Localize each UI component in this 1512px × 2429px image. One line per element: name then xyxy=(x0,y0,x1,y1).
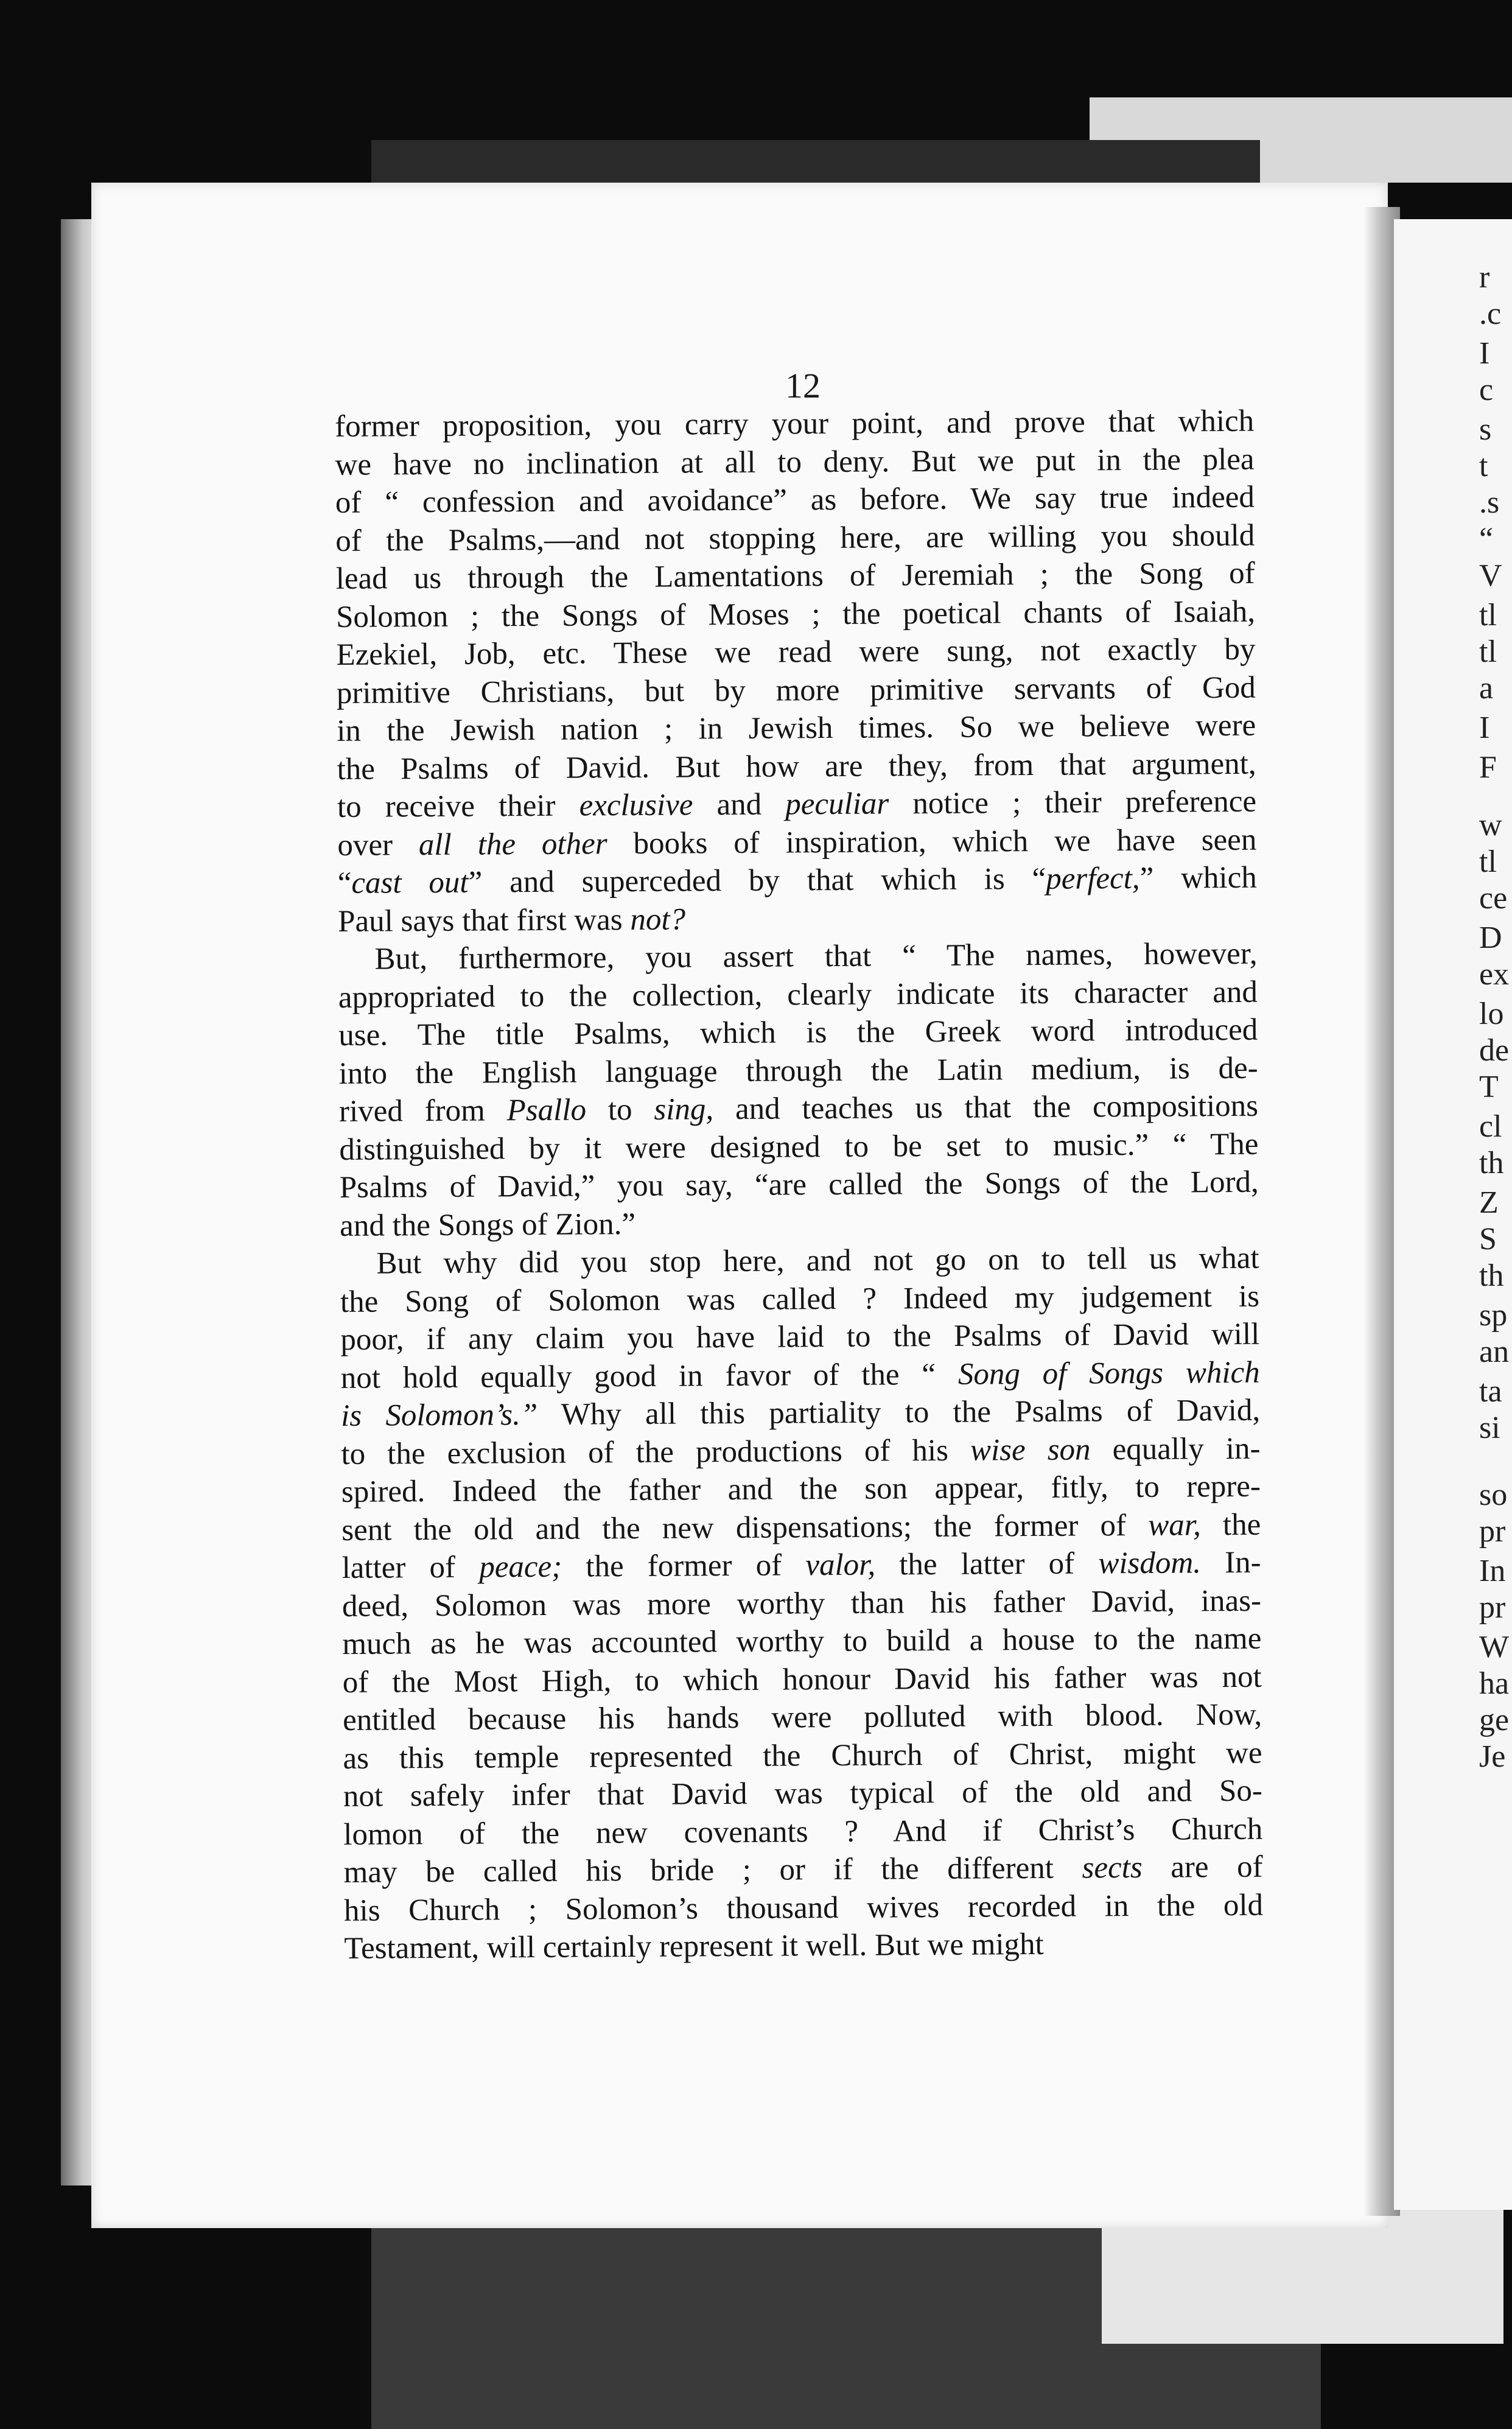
text-line xyxy=(341,1392,1260,1435)
italic-text: not? xyxy=(630,902,686,937)
text-segment: primitive Christians, but by more primitive servants of God xyxy=(336,670,1256,710)
italic-text: wisdom. xyxy=(1098,1546,1202,1581)
facing-page-text: F xyxy=(1479,750,1497,785)
text-segment: to xyxy=(586,1092,654,1127)
text-segment: deed, Solomon was more worthy than his father David, inas- xyxy=(341,1583,1262,1624)
text-line xyxy=(339,1087,1258,1131)
italic-text: Song of Songs which xyxy=(957,1355,1260,1392)
italic-text: Psallo xyxy=(506,1093,587,1128)
paragraph xyxy=(338,935,1259,1245)
text-segment: notice ; their preference xyxy=(889,784,1257,821)
text-segment: Paul says that first was xyxy=(337,902,631,939)
text-segment: Psalms of David,” you say, “are called the Songs of the Lord, xyxy=(339,1165,1259,1205)
text-line xyxy=(337,745,1256,788)
italic-text: exclusive xyxy=(579,788,693,823)
text-line xyxy=(343,1772,1262,1816)
facing-page-text: sp xyxy=(1479,1298,1508,1333)
text-line xyxy=(340,1239,1259,1283)
text-line xyxy=(338,1049,1258,1093)
text-segment: sent the old and the new dispensations; the former of xyxy=(341,1508,1149,1547)
text-segment: lomon of the new covenants ? And if Christ’s Church xyxy=(343,1812,1263,1852)
facing-page-text: I xyxy=(1479,336,1490,371)
text-line xyxy=(341,1429,1260,1473)
text-segment: Testament, will certainly represent it well. But we might xyxy=(344,1927,1044,1966)
facing-page-text: pr xyxy=(1479,1514,1506,1549)
body-text xyxy=(335,402,1264,1968)
facing-page-text: de xyxy=(1479,1033,1510,1068)
facing-page-text: ge xyxy=(1479,1703,1510,1737)
text-line xyxy=(343,1696,1262,1740)
text-line xyxy=(341,1544,1261,1588)
text-segment: poor, if any claim you have laid to the Psalms of David will xyxy=(340,1317,1260,1357)
text-segment: as this temple represented the Church of Christ, might we xyxy=(343,1736,1262,1776)
facing-page-text: r xyxy=(1479,260,1490,295)
text-segment: not hold equally good in favor of the “ xyxy=(340,1357,959,1395)
text-segment: In- xyxy=(1200,1545,1261,1580)
text-segment: and xyxy=(693,787,786,822)
text-line xyxy=(339,1125,1258,1169)
text-segment: over xyxy=(337,827,419,863)
text-segment: ” which xyxy=(1139,860,1257,896)
text-line xyxy=(342,1582,1261,1625)
text-segment: Ezekiel, Job, etc. These we read were sung, not exactly by xyxy=(336,632,1256,672)
facing-page-text: D xyxy=(1479,920,1502,955)
text-line xyxy=(343,1658,1262,1702)
facing-page-text: si xyxy=(1479,1411,1500,1445)
text-segment: books of inspiration, which we have seen xyxy=(607,822,1257,861)
text-segment: But why did you stop here, and not go on to tell us what xyxy=(376,1241,1259,1281)
facing-page-text: tl xyxy=(1479,598,1497,633)
paragraph xyxy=(340,1239,1263,1968)
text-segment: rived from xyxy=(338,1093,507,1129)
text-line xyxy=(340,1163,1259,1207)
text-segment: of “ confession and avoidance” as before. We say true indeed xyxy=(335,480,1255,520)
facing-page-text: Z xyxy=(1479,1185,1499,1220)
text-line xyxy=(336,631,1255,675)
italic-text: sing, xyxy=(654,1092,714,1127)
facing-page-text: ha xyxy=(1479,1666,1510,1701)
text-segment: may be called his bride ; or if the different xyxy=(343,1851,1082,1890)
facing-page-text: so xyxy=(1479,1477,1508,1512)
text-line xyxy=(340,1277,1259,1321)
text-segment: of the Most High, to which honour David his father was not xyxy=(342,1660,1262,1700)
text-line xyxy=(338,973,1258,1017)
text-segment: not safely infer that David was typical of the old and So- xyxy=(343,1773,1263,1814)
text-line xyxy=(336,555,1255,598)
facing-page-text: tl xyxy=(1479,844,1497,879)
facing-page-text: ce xyxy=(1479,881,1508,916)
text-line xyxy=(341,1468,1261,1512)
text-segment: entitled because his hands were polluted with blood. Now, xyxy=(342,1697,1262,1737)
facing-page-text: “ xyxy=(1479,522,1494,556)
facing-page-text: V xyxy=(1479,558,1502,593)
facing-page-text: W xyxy=(1479,1630,1510,1664)
text-segment: Solomon ; the Songs of Moses ; the poetical chants of Isaiah, xyxy=(335,594,1256,634)
text-line xyxy=(335,440,1254,484)
text-segment: equally in- xyxy=(1090,1431,1261,1467)
text-segment: the Psalms of David. But how are they, from that argument, xyxy=(337,746,1256,787)
italic-text: all the other xyxy=(418,826,607,862)
text-segment: latter of xyxy=(341,1550,480,1585)
text-segment: in the Jewish nation ; in Jewish times. So we believe were xyxy=(337,708,1256,748)
text-line xyxy=(337,668,1256,712)
facing-page-text: Je xyxy=(1479,1739,1506,1774)
text-segment: are of xyxy=(1142,1849,1263,1885)
italic-text: peace; xyxy=(479,1549,562,1585)
text-line xyxy=(337,783,1256,827)
text-line xyxy=(335,478,1255,522)
text-segment: appropriated to the collection, clearly indicate its character and xyxy=(338,975,1258,1015)
text-line xyxy=(343,1734,1262,1778)
text-segment: to receive their xyxy=(337,788,579,824)
facing-page-text: t xyxy=(1479,449,1488,483)
text-segment: we have no inclination at all to deny. But we put in the plea xyxy=(335,442,1255,482)
text-segment: and teaches us that the compositions xyxy=(713,1088,1259,1127)
facing-page-fragment xyxy=(1394,219,1512,2210)
facing-page-text: th xyxy=(1479,1258,1504,1293)
text-line xyxy=(340,1201,1259,1245)
page-number: 12 xyxy=(785,366,821,405)
text-segment: the former of xyxy=(561,1548,806,1584)
text-segment: distinguished by it were designed to be set to music.” “ The xyxy=(339,1127,1259,1167)
facing-page-text: T xyxy=(1479,1070,1499,1104)
facing-page-text: .s xyxy=(1479,485,1500,520)
facing-page-text: ta xyxy=(1479,1374,1502,1409)
text-line xyxy=(344,1848,1263,1892)
text-segment: much as he was accounted worthy to build a house to the name xyxy=(342,1621,1262,1661)
facing-page-text: pr xyxy=(1479,1590,1506,1625)
text-line xyxy=(336,592,1255,636)
facing-page-text: s xyxy=(1479,412,1492,447)
text-segment: “ xyxy=(337,866,352,900)
text-segment: the Song of Solomon was called ? Indeed my judgement is xyxy=(340,1279,1260,1319)
text-line xyxy=(341,1505,1261,1549)
italic-text: is Solomon’s.” xyxy=(340,1397,538,1433)
facing-page-text: .c xyxy=(1479,296,1502,331)
text-segment: the xyxy=(1200,1507,1261,1542)
text-segment: But, furthermore, you assert that “ The names, however, xyxy=(374,936,1258,976)
facing-page-text: S xyxy=(1479,1222,1497,1257)
text-line xyxy=(343,1810,1262,1854)
paragraph xyxy=(335,402,1257,941)
text-line xyxy=(344,1886,1263,1930)
facing-page-text: tl xyxy=(1479,634,1497,669)
text-segment: into the English language through the Latin medium, is de- xyxy=(338,1051,1258,1091)
text-segment: and the Songs of Zion.” xyxy=(340,1207,636,1243)
text-segment: Why all this partiality to the Psalms of David, xyxy=(537,1393,1261,1432)
italic-text: sects xyxy=(1082,1850,1143,1885)
text-line xyxy=(335,516,1255,560)
facing-page-text: lo xyxy=(1479,997,1504,1031)
text-segment: ” and superceded by that which is “ xyxy=(468,861,1046,900)
italic-text: valor, xyxy=(805,1547,876,1583)
text-segment: use. The title Psalms, which is the Greek word introduced xyxy=(338,1012,1258,1053)
text-segment: the latter of xyxy=(875,1546,1099,1582)
facing-page-text: th xyxy=(1479,1146,1504,1180)
text-line xyxy=(342,1620,1261,1664)
text-line xyxy=(337,707,1256,751)
italic-text: perfect, xyxy=(1046,861,1140,896)
text-line xyxy=(344,1924,1263,1968)
text-segment: spired. Indeed the father and the son appear, fitly, to repre- xyxy=(341,1469,1261,1509)
text-segment: former proposition, you carry your point, and prove that which xyxy=(335,404,1255,444)
text-segment: to the exclusion of the productions of his xyxy=(341,1433,971,1471)
facing-page-text: an xyxy=(1479,1334,1510,1369)
facing-page-text: ex xyxy=(1479,957,1510,992)
facing-page-text: In xyxy=(1479,1554,1506,1588)
facing-page-text: c xyxy=(1479,373,1494,407)
text-line xyxy=(338,935,1257,979)
text-line xyxy=(337,821,1256,864)
italic-text: peculiar xyxy=(785,787,889,822)
facing-page-text: cl xyxy=(1479,1109,1502,1144)
italic-text: wise son xyxy=(970,1432,1091,1468)
italic-text: cast out xyxy=(351,865,469,900)
facing-page-text: I xyxy=(1479,710,1490,745)
text-line xyxy=(338,1011,1258,1055)
text-line xyxy=(338,897,1257,941)
text-line xyxy=(341,1353,1260,1397)
text-line xyxy=(340,1316,1259,1359)
italic-text: war, xyxy=(1148,1507,1201,1543)
facing-page-text: a xyxy=(1479,671,1494,706)
text-segment: lead us through the Lamentations of Jeremiah ; the Song of xyxy=(335,556,1255,596)
facing-page-text: w xyxy=(1479,808,1502,843)
text-line xyxy=(335,402,1254,446)
text-segment: of the Psalms,—and not stopping here, are willing you should xyxy=(335,518,1255,558)
text-line xyxy=(338,859,1257,903)
text-segment: his Church ; Solomon’s thousand wives recorded in the old xyxy=(343,1888,1264,1928)
